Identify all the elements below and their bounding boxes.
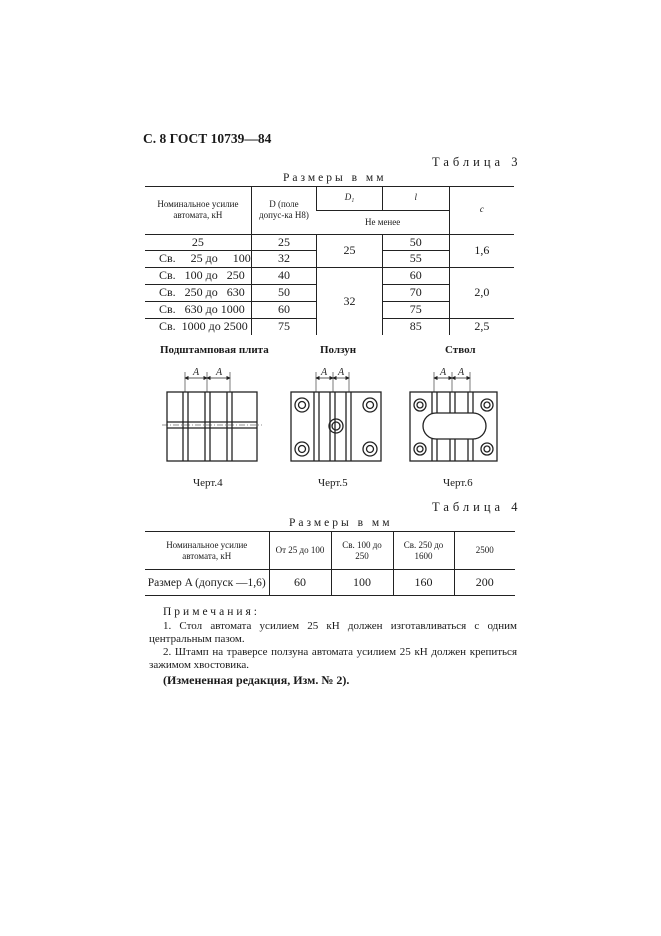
table-row: Св. 250 до 630 <box>145 284 251 301</box>
table-cell: 25 <box>317 234 383 267</box>
table-row: 25 <box>145 234 251 250</box>
barrel-drawing <box>410 372 497 461</box>
notes-title: Примечания: <box>163 606 260 618</box>
table4-subtitle: Размеры в мм <box>289 517 393 529</box>
table3-subtitle: Размеры в мм <box>283 172 387 184</box>
table-cell: 2,5 <box>449 318 514 335</box>
drawing-caption-6: Черт.6 <box>443 477 473 489</box>
table-cell: 55 <box>382 250 449 267</box>
dim-label: A <box>338 367 345 378</box>
page-header: С. 8 ГОСТ 10739—84 <box>143 131 272 146</box>
table-cell: 25 <box>251 234 316 250</box>
plate-drawing <box>162 372 262 461</box>
dim-label: A <box>216 367 223 378</box>
table4-head-col4: 2500 <box>454 532 515 570</box>
table3 <box>145 186 514 335</box>
table-row: Св. 630 до 1000 <box>145 301 251 318</box>
drawing-caption-4: Черт.4 <box>193 477 223 489</box>
table4-head-force: Номинальное усилие автомата, кН <box>145 532 269 570</box>
table-cell: 60 <box>251 301 316 318</box>
table3-head-force: Номинальное усилие автомата, кН <box>145 186 251 234</box>
table3-head-l: l <box>382 186 449 210</box>
slider-drawing <box>291 372 381 461</box>
table-cell: 32 <box>251 250 316 267</box>
table-cell: 50 <box>382 234 449 250</box>
table-cell: 32 <box>317 267 383 335</box>
drawings-svg <box>150 362 520 472</box>
dim-label: A <box>193 367 200 378</box>
table-row: Св. 1000 до 2500 <box>159 319 248 334</box>
table4-row-label: Размер A (допуск —1,6) <box>147 576 266 589</box>
table3-caption: Таблица 3 <box>432 155 522 169</box>
table4-head-col1: От 25 до 100 <box>269 532 331 570</box>
dim-label: A <box>321 367 328 378</box>
table3-head-D1: D₁ <box>317 186 383 210</box>
drawing-label-plate: Подштамповая плита <box>160 344 269 356</box>
table3-head-min: Не менее <box>317 210 449 234</box>
table4-head-col3: Св. 250 до 1600 <box>393 532 454 570</box>
table-cell: 50 <box>251 284 316 301</box>
table4-caption: Таблица 4 <box>432 500 522 514</box>
note-1: 1. Стол автомата усилием 25 кН должен изготавливаться с одним центральным пазом. <box>149 620 517 645</box>
table4-head-col2: Св. 100 до 250 <box>331 532 393 570</box>
table-cell: 1,6 <box>449 234 514 267</box>
dim-label: A <box>440 367 447 378</box>
drawing-caption-5: Черт.5 <box>318 477 348 489</box>
table-cell: 85 <box>382 318 449 335</box>
table-cell: 40 <box>251 267 316 284</box>
table3-head-D: D (поле допус-ка H8) <box>251 186 316 234</box>
table-cell: 160 <box>393 570 454 596</box>
drawing-label-barrel: Ствол <box>445 344 476 356</box>
note-2: 2. Штамп на траверсе ползуна автомата усилием 25 кН должен крепиться зажимом хвостовика. <box>149 646 517 671</box>
notes-footer: (Измененная редакция, Изм. № 2). <box>163 673 350 687</box>
table-cell: 70 <box>382 284 449 301</box>
table-row: Св. 25 до 100 <box>145 250 251 267</box>
table-cell: 100 <box>331 570 393 596</box>
table-cell: 2,0 <box>449 267 514 318</box>
table-cell: 60 <box>382 267 449 284</box>
drawing-label-slider: Ползун <box>320 344 357 356</box>
dim-label: A <box>458 367 465 378</box>
table4 <box>145 531 515 596</box>
table-cell: 75 <box>251 318 316 335</box>
table-cell: 60 <box>269 570 331 596</box>
table3-head-c: c <box>449 186 514 234</box>
table-row: Св. 100 до 250 <box>145 267 251 284</box>
table-cell: 75 <box>382 301 449 318</box>
table-cell: 200 <box>454 570 515 596</box>
